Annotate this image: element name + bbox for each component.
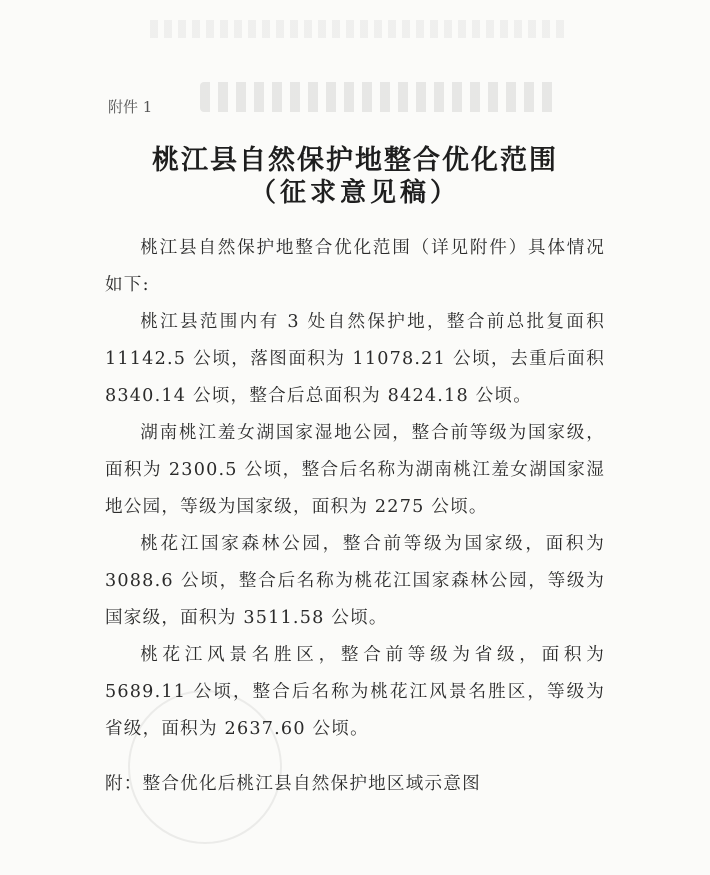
paragraph: 桃江县自然保护地整合优化范围（详见附件）具体情况如下: [105, 238, 605, 295]
document-title: 桃江县自然保护地整合优化范围 [152, 145, 558, 176]
bleed-through-mark [150, 20, 570, 38]
paragraph: 桃花江风景名胜区，整合前等级为省级，面积为 5689.11 公顷，整合后名称为桃花江风景名胜区，等级为省级，面积为 2637.60 公顷。 [105, 645, 605, 739]
appendix-note: 附：整合优化后桃江县自然保护地区域示意图 [105, 774, 481, 794]
paragraph: 桃花江国家森林公园，整合前等级为国家级，面积为 3088.6 公顷，整合后名称为桃花江国家森林公园，等级为国家级，面积为 3511.58 公顷。 [105, 534, 605, 628]
paragraph: 湖南桃江羞女湖国家湿地公园，整合前等级为国家级，面积为 2300.5 公顷，整合后名称为湖南桃江羞女湖国家湿地公园，等级为国家级，面积为 2275 公顷。 [105, 423, 605, 517]
document-body [105, 230, 605, 748]
document-subtitle: （征求意见稿） [249, 178, 460, 208]
bleed-through-mark [200, 82, 560, 112]
paragraph: 桃江县范围内有 3 处自然保护地，整合前总批复面积 11142.5 公顷，落图面积为 11078.21 公顷，去重后面积 8340.14 公顷，整合后总面积为 8424.18 公顷。 [105, 312, 605, 406]
attachment-label: 附件 1 [108, 98, 153, 116]
